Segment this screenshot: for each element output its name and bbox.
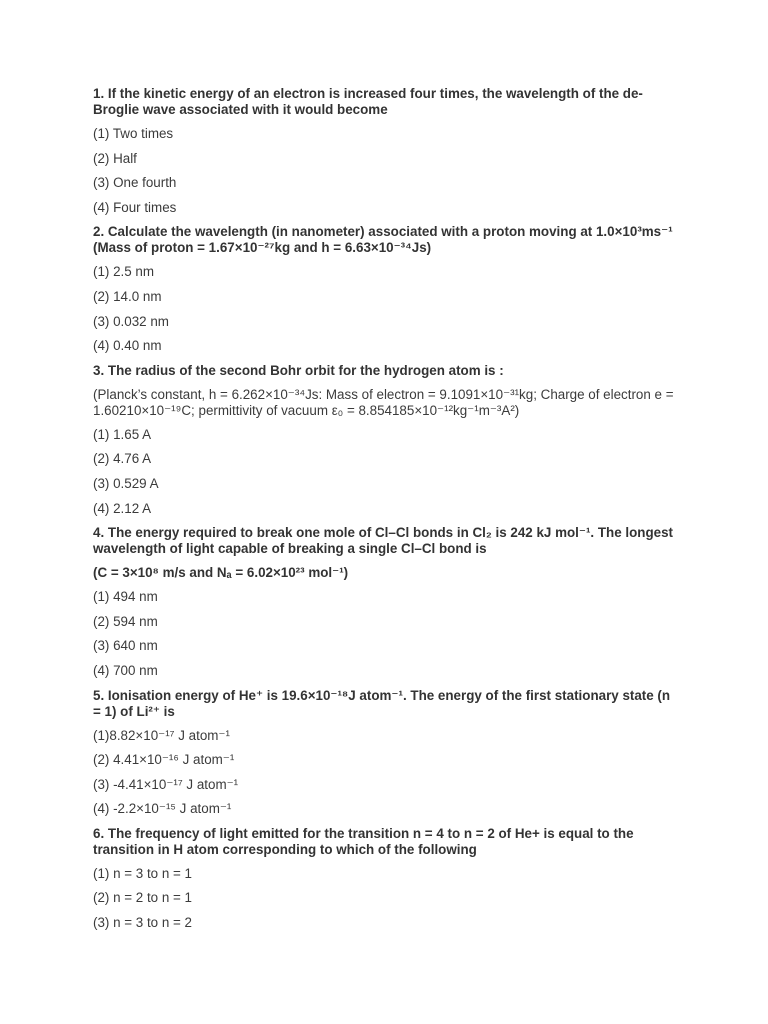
question-note: (C = 3×10⁸ m/s and Nₐ = 6.02×10²³ mol⁻¹)	[93, 565, 349, 581]
question-block	[93, 86, 676, 216]
option: (3) n = 3 to n = 2	[93, 915, 193, 931]
option: (4) Four times	[93, 199, 177, 215]
question-text: 5. Ionisation energy of He⁺ is 19.6×10⁻¹⁸J atom⁻¹. The energy of the first stationary state (n = 1) of Li²⁺ is	[93, 687, 671, 719]
question-text: 1. If the kinetic energy of an electron is increased four times, the wavelength of the de-Broglie wave associated with it would become	[93, 86, 643, 117]
option: (1) 494 nm	[93, 589, 158, 605]
option: (3) One fourth	[93, 175, 177, 191]
option: (1)8.82×10⁻¹⁷ J atom⁻¹	[93, 727, 230, 743]
option: (4) 2.12 A	[93, 500, 152, 516]
option: (4) 0.40 nm	[93, 338, 162, 354]
option: (2) 4.76 A	[93, 451, 152, 467]
option: (3) 0.529 A	[93, 475, 159, 491]
question-text: 3. The radius of the second Bohr orbit for the hydrogen atom is :	[93, 362, 504, 378]
option: (4) -2.2×10⁻¹⁵ J atom⁻¹	[93, 801, 232, 817]
question-block	[93, 826, 676, 931]
option: (3) 0.032 nm	[93, 313, 169, 329]
question-note: (Planck’s constant, h = 6.262×10⁻³⁴Js: Mass of electron = 9.1091×10⁻³¹kg; Charge of electron e = 1.60210×10⁻¹⁹C; permittivity of vacuum ε₀ = 8.854185×10⁻¹²kg⁻¹m⁻³A²)	[93, 386, 674, 418]
option: (2) n = 2 to n = 1	[93, 890, 193, 906]
question-block	[93, 363, 676, 517]
question-text: 2. Calculate the wavelength (in nanometer) associated with a proton moving at 1.0×10³ms⁻¹ (Mass of proton = 1.67×10⁻²⁷kg and h = 6.63×10⁻³⁴Js)	[93, 224, 673, 256]
question-block	[93, 688, 676, 818]
question-text: 4. The energy required to break one mole of Cl–Cl bonds in Cl₂ is 242 kJ mol⁻¹. The longest wavelength of light capable of breaking a single Cl–Cl bond is	[93, 525, 674, 557]
question-block	[93, 224, 676, 354]
option: (2) 4.41×10⁻¹⁶ J atom⁻¹	[93, 752, 235, 768]
option: (4) 700 nm	[93, 662, 158, 678]
option: (2) 594 nm	[93, 613, 158, 629]
option: (1) 2.5 nm	[93, 264, 155, 280]
option: (2) 14.0 nm	[93, 288, 162, 304]
option: (3) -4.41×10⁻¹⁷ J atom⁻¹	[93, 776, 239, 792]
option: (1) Two times	[93, 126, 174, 141]
option: (1) n = 3 to n = 1	[93, 865, 193, 881]
question-block	[93, 525, 676, 679]
option: (3) 640 nm	[93, 638, 158, 654]
question-text: 6. The frequency of light emitted for the transition n = 4 to n = 2 of He+ is equal to the transition in H atom corresponding to which of the following	[93, 825, 634, 857]
option: (1) 1.65 A	[93, 426, 152, 442]
option: (2) Half	[93, 150, 137, 166]
